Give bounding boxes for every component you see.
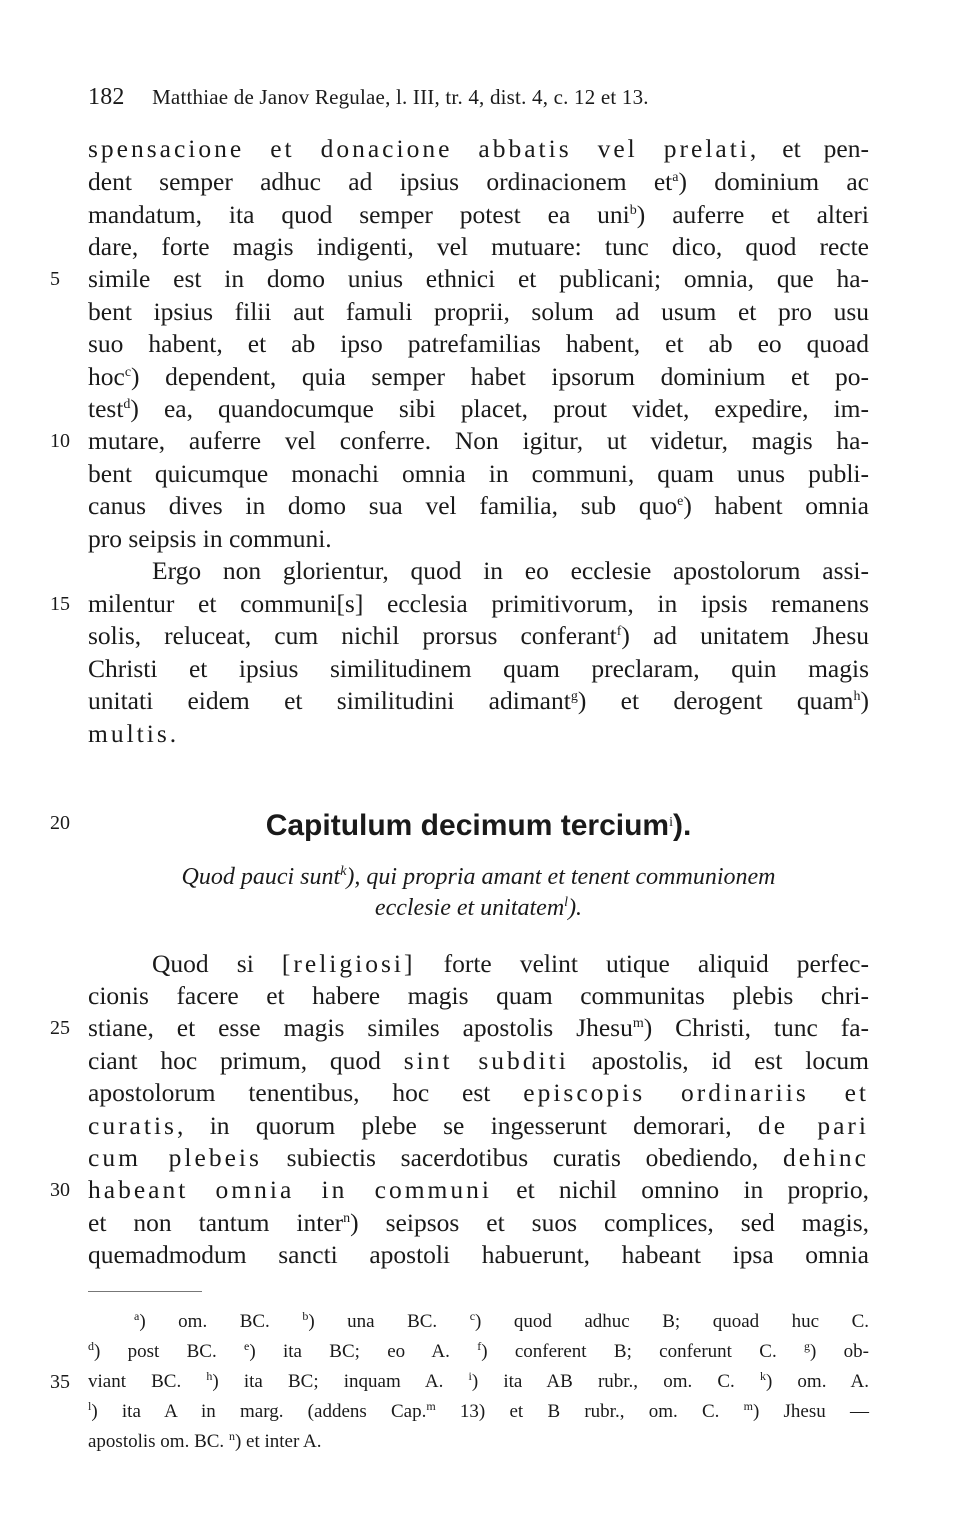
text-line: test$^d$) ea, quandocumque sibi placet, prout videt, expedire, im- xyxy=(88,394,869,423)
line-number: 30 xyxy=(50,1179,70,1201)
text-line: dent semper adhuc ad ipsius ordinacionem $et^a$) dominium ac xyxy=(88,167,869,196)
footnote-line: $^d$) post BC. $^e$) ita BC; eo A. $^f$) conferent B; conferunt C. $^g$) ob- xyxy=(88,1339,869,1362)
text-line: solis, reluceat, cum nichil prorsus conferant$^f$) ad unitatem Jhesu xyxy=(88,621,870,650)
footnote-line: apostolis om. BC. $^n$) et inter A. xyxy=(88,1429,322,1452)
text-line: quemadmodum sancti apostoli habuerunt, habeant ipsa omnia xyxy=(88,1240,869,1269)
text-line: bent ipsius filii aut famuli proprii, solum ad usum et pro usu xyxy=(88,297,869,326)
text-line: simile est in domo unius ethnici et publicani; omnia, que ha- xyxy=(88,264,869,293)
page-number: 182 xyxy=(88,84,125,110)
text-line: spensacione et donacione abbatis vel prelati, et pen- xyxy=(88,134,869,163)
text-line: mandatum, ita quod semper potest ea uni$^b$) auferre et alteri xyxy=(88,200,869,229)
footnote-line: viant BC. $^h$) ita BC; inquam A. $^i$) ita AB rubr., om. C. $^k$) om. A. xyxy=(88,1369,870,1392)
running-title: Matthiae de Janov Regulae, l. III, tr. 4, dist. 4, c. 12 et 13. xyxy=(152,85,649,109)
text-line: dare, forte magis indigenti, vel mutuare: tunc dico, quod recte xyxy=(88,232,869,261)
text-line: multis. xyxy=(88,719,180,748)
text-line: Ergo non glorientur, quod in eo ecclesie apostolorum assi- xyxy=(152,556,869,585)
text-line: Christi et ipsius similitudinem quam preclaram, quin magis xyxy=(88,654,869,683)
text-line: curatis, in quorum plebe se ingesserunt demorari, de pari xyxy=(88,1111,869,1140)
text-line: hoc$^c$) dependent, quia semper habet ipsorum dominium et po- xyxy=(88,362,869,391)
text-line: pro seipsis in communi. xyxy=(88,524,332,553)
line-number: 5 xyxy=(50,268,60,290)
text-line: et non tantum inter$^n$) seipsos et suos complices, sed magis, xyxy=(88,1208,869,1237)
text-line: ciant hoc primum, quod sint subditi apostolis, id est locum xyxy=(88,1046,869,1075)
line-number: 15 xyxy=(50,593,70,615)
text-line: canus dives in domo sua vel familia, sub quo$^e$) habent omnia xyxy=(88,491,870,520)
chapter-subtitle: Quod pauci sunt$^k$), qui propria amant et tenent communionem xyxy=(181,864,776,890)
footnote-line: $^l$) ita A in marg. (addens Cap.$^m$ 13) et B rubr., om. C. $^m$) Jhesu — xyxy=(88,1399,869,1422)
text-line: unitati eidem et similitudini adimant$^g$) et derogent quam$^h$) xyxy=(88,686,869,715)
text-line: habeant omnia in communi et nichil omnino in proprio, xyxy=(88,1175,869,1204)
chapter-title: Capitulum decimum tercium$^i$). xyxy=(265,809,692,842)
footnote-rule xyxy=(88,1291,202,1292)
text-line: Quod si [religiosi] forte velint utique aliquid perfec- xyxy=(152,949,869,978)
running-header xyxy=(88,84,878,111)
line-number: 35 xyxy=(50,1371,70,1393)
footnote-line: $^a$) om. BC. $^b$) una BC. $^c$) quod adhuc B; quoad huc C. xyxy=(134,1309,870,1332)
text-line: stiane, et esse magis similes apostolis Jhesu$^m$) Christi, tunc fa- xyxy=(88,1013,870,1042)
text-line: apostolorum tenentibus, hoc est episcopis ordinariis et xyxy=(88,1078,869,1107)
text-line: suo habent, et ab ipso patrefamilias habent, et ab eo quoad xyxy=(88,329,869,358)
line-number: 20 xyxy=(50,812,70,834)
text-line: cum plebeis subiectis sacerdotibus curatis obediendo, dehinc xyxy=(88,1143,869,1172)
line-number: 25 xyxy=(50,1017,70,1039)
text-line: milentur et communi[s] ecclesia primitivorum, in ipsis remanens xyxy=(88,589,869,618)
line-number: 10 xyxy=(50,430,70,452)
text-line: mutare, auferre vel conferre. Non igitur, ut videtur, magis ha- xyxy=(88,426,869,455)
text-line: bent quicumque monachi omnia in communi, quam unus publi- xyxy=(88,459,869,488)
text-line: cionis facere et habere magis quam communitas plebis chri- xyxy=(88,981,869,1010)
chapter-subtitle: ecclesie et unitatem$^l$). xyxy=(374,895,583,921)
